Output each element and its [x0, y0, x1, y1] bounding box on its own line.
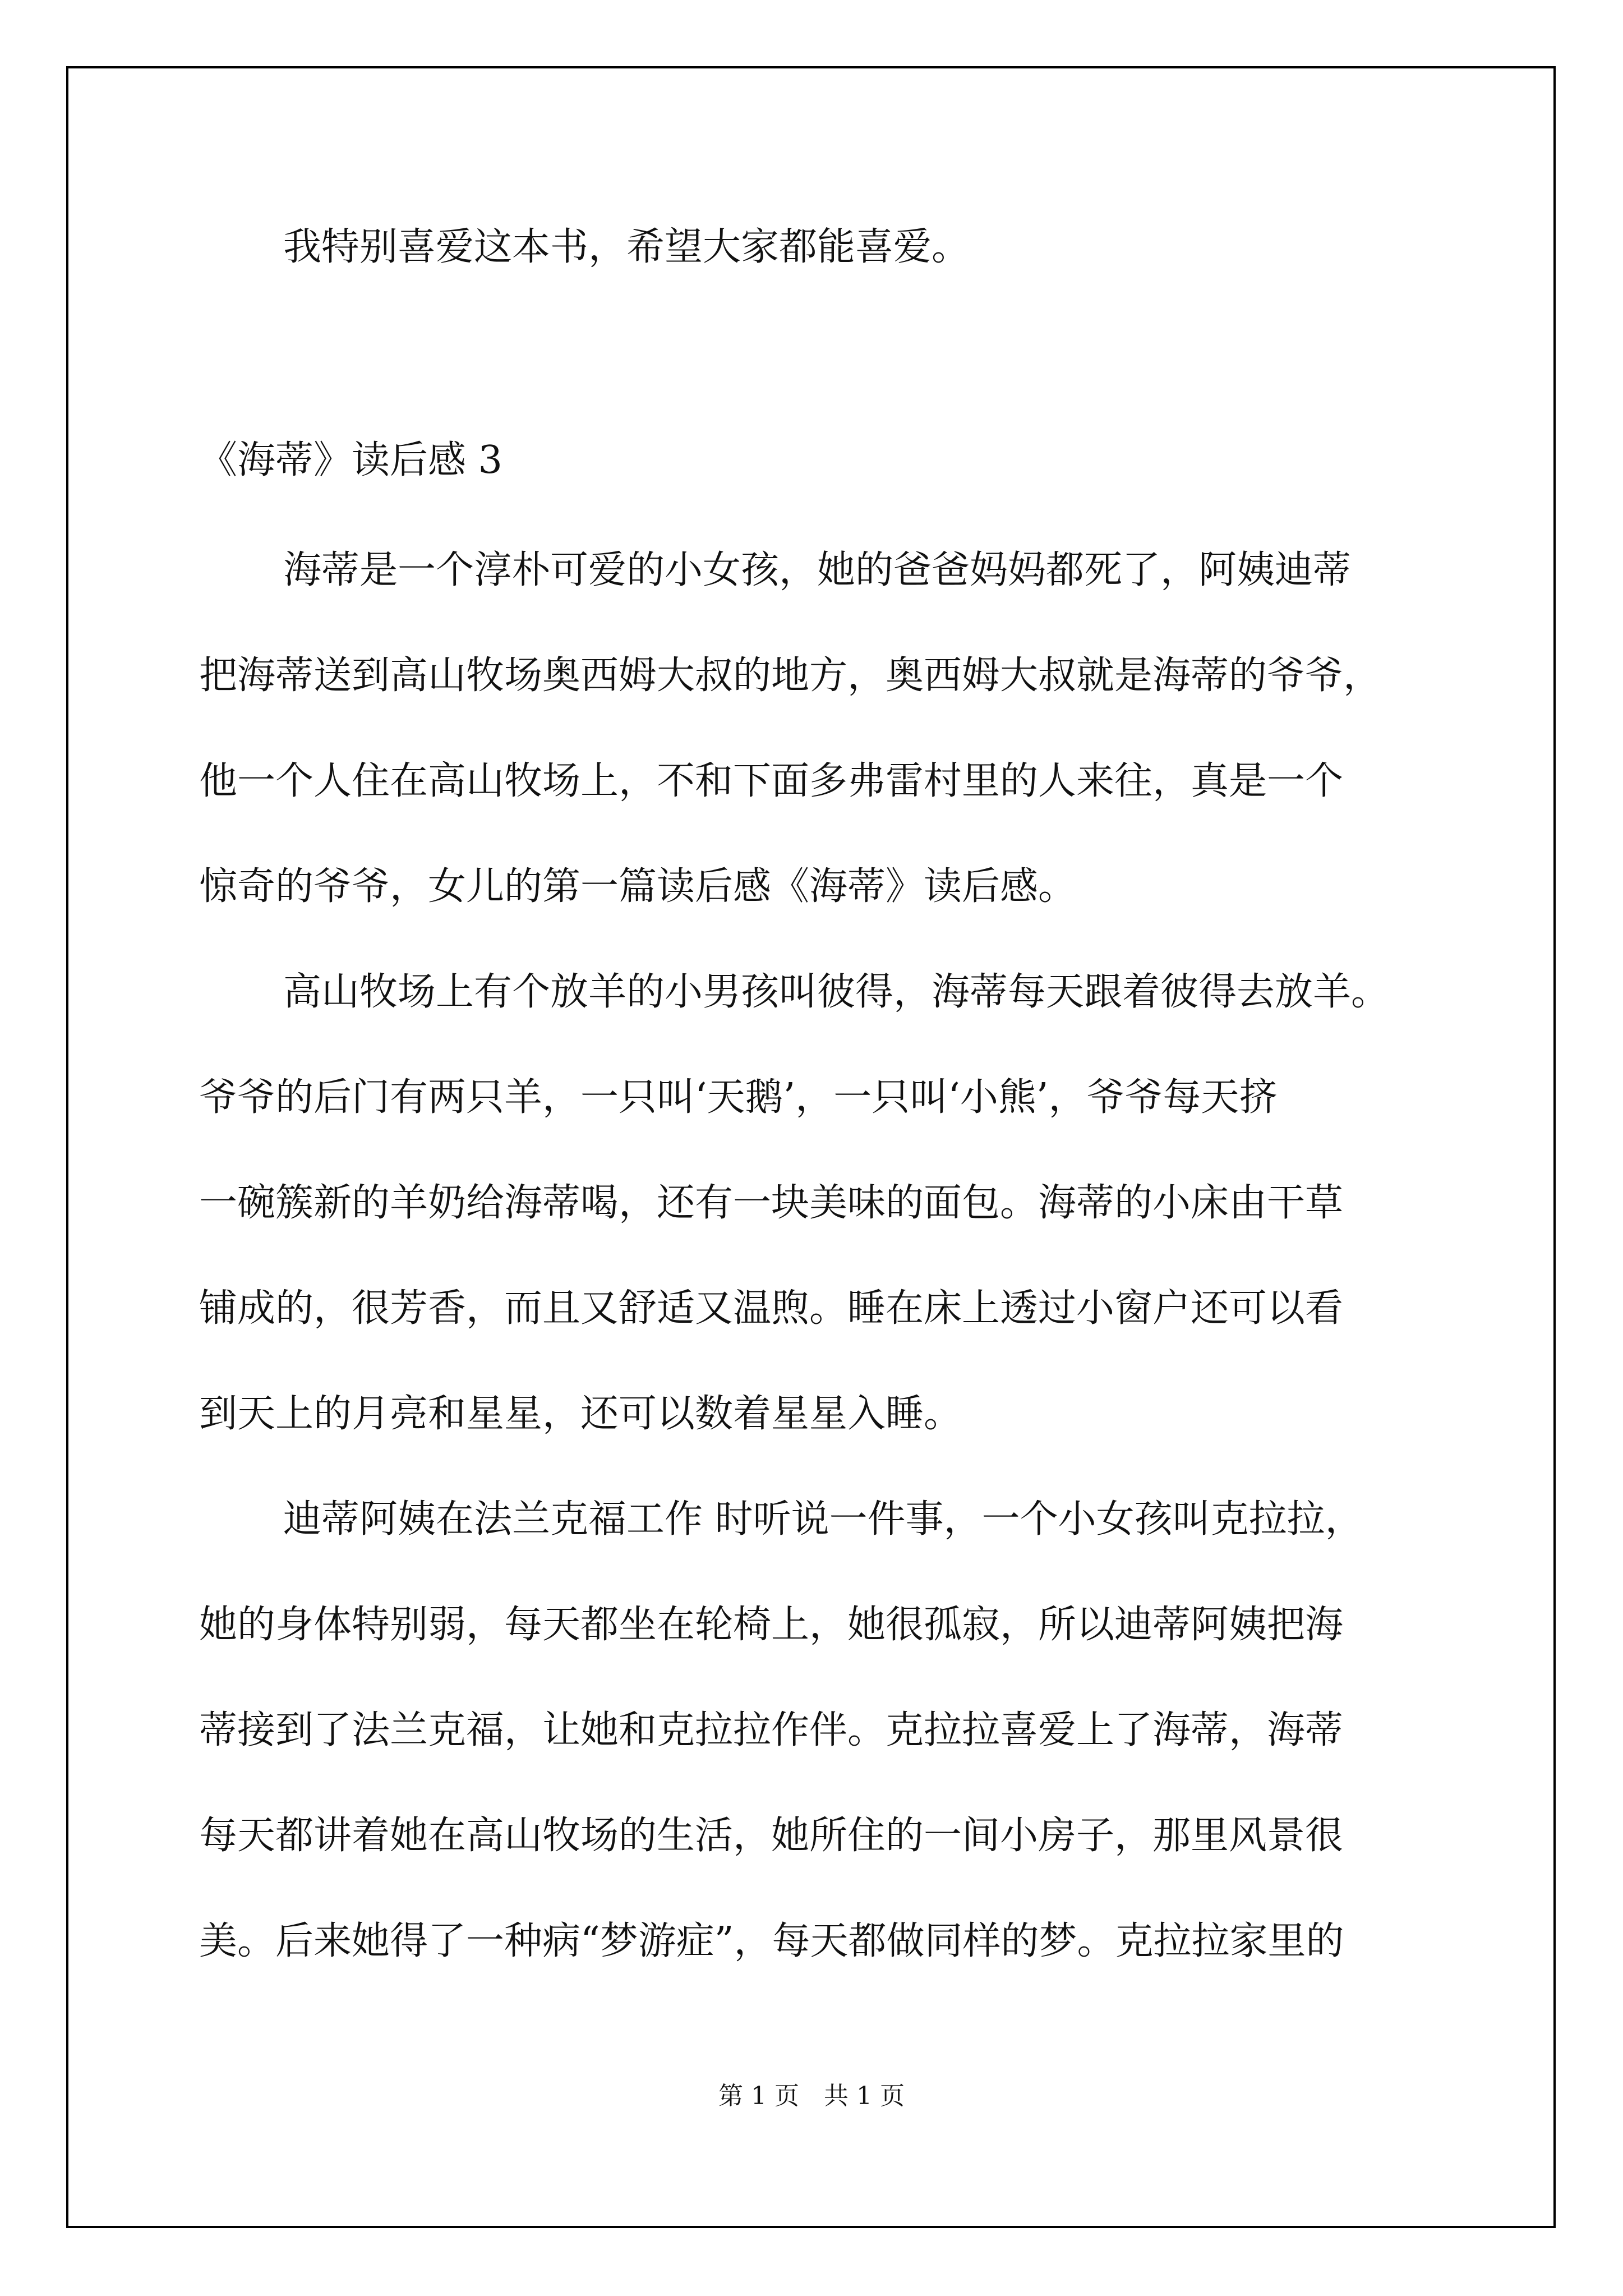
text-line: 她的身体特别弱，每天都坐在轮椅上，她很孤寂，所以迪蒂阿姨把海	[199, 1603, 1344, 1647]
text-line: 到天上的月亮和星星，还可以数着星星入睡。	[199, 1392, 962, 1436]
text-line: 他一个人住在高山牧场上，不和下面多弗雷村里的人来往，真是一个	[199, 759, 1344, 803]
text-line: 铺成的，很芳香，而且又舒适又温煦。睡在床上透过小窗户还可以看	[199, 1286, 1344, 1331]
text-line: 迪蒂阿姨在法兰克福工作 时听说一件事，一个小女孩叫克拉拉，	[283, 1497, 1363, 1542]
text-line: 每天都讲着她在高山牧场的生活，她所住的一间小房子，那里风景很	[199, 1814, 1344, 1858]
text-line: 高山牧场上有个放羊的小男孩叫彼得，海蒂每天跟着彼得去放羊。	[283, 970, 1390, 1014]
section-heading: 《海蒂》读后感 3	[199, 438, 502, 482]
text-line: 把海蒂送到高山牧场奥西姆大叔的地方，奥西姆大叔就是海蒂的爷爷，	[199, 654, 1382, 698]
text-line: 蒂接到了法兰克福，让她和克拉拉作伴。克拉拉喜爱上了海蒂，海蒂	[199, 1708, 1344, 1752]
page-border	[66, 66, 1556, 2228]
text-line: 美。后来她得了一种病“梦游症”，每天都做同样的梦。克拉拉家里的	[199, 1919, 1344, 1963]
text-line: 一碗簇新的羊奶给海蒂喝，还有一块美味的面包。海蒂的小床由干草	[199, 1181, 1344, 1225]
text-line: 惊奇的爷爷，女儿的第一篇读后感《海蒂》读后感。	[199, 864, 1077, 909]
intro-line: 我特别喜爱这本书，希望大家都能喜爱。	[283, 225, 970, 269]
page-number-footer: 第 1 页 共 1 页	[718, 2082, 905, 2110]
text-line: 爷爷的后门有两只羊，一只叫‘天鹅’，一只叫‘小熊’，爷爷每天挤	[199, 1075, 1278, 1120]
text-line: 海蒂是一个淳朴可爱的小女孩，她的爸爸妈妈都死了，阿姨迪蒂	[283, 548, 1352, 592]
